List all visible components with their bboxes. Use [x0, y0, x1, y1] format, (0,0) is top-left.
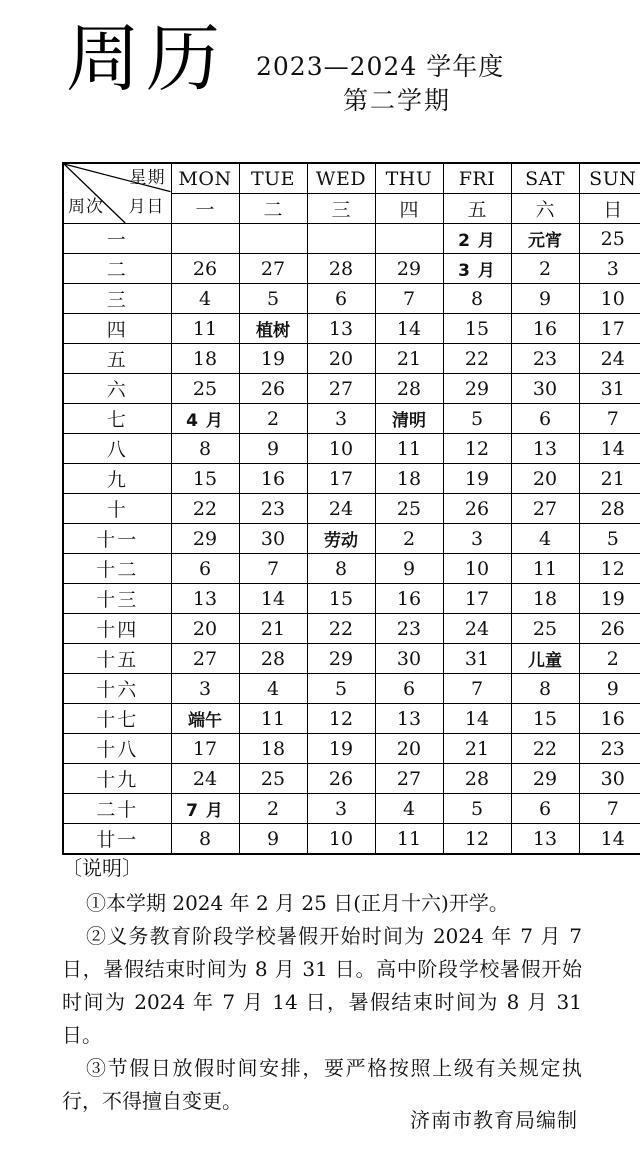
day-cell: 2 [579, 644, 640, 674]
day-cell: 7 [443, 674, 511, 704]
calendar-week-row [63, 224, 640, 254]
calendar-week-row [63, 644, 640, 674]
day-cell: 13 [511, 824, 579, 855]
calendar-week-row [63, 404, 640, 434]
calendar-week-row [63, 674, 640, 704]
holiday-cell: 植树 [239, 314, 307, 344]
calendar-week-row [63, 704, 640, 734]
column-header-fri-cn: 五 [443, 194, 511, 224]
week-number-cell: 四 [63, 314, 171, 344]
calendar-week-row [63, 434, 640, 464]
day-cell: 25 [171, 374, 239, 404]
day-cell: 13 [307, 314, 375, 344]
week-number-cell: 二十 [63, 794, 171, 824]
column-header-wed-en: WED [307, 163, 375, 194]
day-cell: 8 [171, 824, 239, 855]
day-cell: 23 [239, 494, 307, 524]
day-cell: 8 [443, 284, 511, 314]
day-cell: 6 [171, 554, 239, 584]
day-cell: 26 [307, 764, 375, 794]
corner-weekday-label: 星期 [129, 168, 166, 188]
term-label: 第二学期 [342, 86, 451, 115]
day-cell: 17 [579, 314, 640, 344]
day-cell: 29 [375, 254, 443, 284]
day-cell: 17 [171, 734, 239, 764]
calendar-head [63, 163, 640, 224]
day-cell: 30 [511, 374, 579, 404]
day-cell: 6 [375, 674, 443, 704]
day-cell: 25 [511, 614, 579, 644]
day-cell: 25 [579, 224, 640, 254]
day-cell: 28 [375, 374, 443, 404]
day-cell: 12 [443, 824, 511, 855]
day-cell: 9 [239, 434, 307, 464]
day-cell: 24 [579, 344, 640, 374]
column-header-fri-en: FRI [443, 163, 511, 194]
day-cell: 22 [171, 494, 239, 524]
month-start-cell: 3 月 [443, 254, 511, 284]
calendar-week-row [63, 584, 640, 614]
day-cell: 13 [511, 434, 579, 464]
day-cell: 14 [579, 824, 640, 855]
day-cell: 29 [307, 644, 375, 674]
calendar-week-row [63, 524, 640, 554]
day-cell: 4 [239, 674, 307, 704]
day-cell: 22 [511, 734, 579, 764]
day-cell: 25 [239, 764, 307, 794]
day-cell: 7 [579, 794, 640, 824]
day-cell: 21 [443, 734, 511, 764]
holiday-cell: 儿童 [511, 644, 579, 674]
title-subtitle-group [256, 50, 580, 118]
calendar-table [62, 162, 640, 855]
day-cell: 30 [579, 764, 640, 794]
issuer-signature: 济南市教育局编制 [410, 1108, 578, 1132]
day-cell: 9 [579, 674, 640, 704]
calendar-week-row [63, 284, 640, 314]
day-cell: 28 [239, 644, 307, 674]
day-cell: 23 [579, 734, 640, 764]
calendar-week-row [63, 254, 640, 284]
day-cell: 4 [511, 524, 579, 554]
day-cell: 5 [307, 674, 375, 704]
week-number-cell: 十 [63, 494, 171, 524]
month-start-cell: 2 月 [443, 224, 511, 254]
calendar-week-row [63, 824, 640, 855]
day-cell: 6 [511, 404, 579, 434]
day-cell: 19 [239, 344, 307, 374]
day-cell: 11 [171, 314, 239, 344]
day-cell: 25 [375, 494, 443, 524]
column-header-wed-cn: 三 [307, 194, 375, 224]
calendar-week-row [63, 344, 640, 374]
day-cell: 18 [375, 464, 443, 494]
day-cell: 21 [375, 344, 443, 374]
day-cell: 3 [307, 794, 375, 824]
day-cell: 19 [443, 464, 511, 494]
day-cell: 16 [511, 314, 579, 344]
day-cell: 29 [443, 374, 511, 404]
day-cell: 27 [511, 494, 579, 524]
calendar-week-row [63, 734, 640, 764]
day-cell: 2 [239, 794, 307, 824]
day-cell: 14 [579, 434, 640, 464]
holiday-cell: 清明 [375, 404, 443, 434]
day-cell: 21 [239, 614, 307, 644]
calendar-week-row [63, 794, 640, 824]
day-cell: 15 [443, 314, 511, 344]
day-cell: 7 [375, 284, 443, 314]
week-number-cell: 二 [63, 254, 171, 284]
week-number-cell: 十七 [63, 704, 171, 734]
column-header-thu-cn: 四 [375, 194, 443, 224]
notes-section [62, 852, 582, 1118]
day-cell: 5 [443, 404, 511, 434]
page-title: 周历 [66, 16, 226, 102]
day-cell: 24 [443, 614, 511, 644]
day-cell: 27 [307, 374, 375, 404]
empty-day-cell [171, 224, 239, 254]
day-cell: 22 [307, 614, 375, 644]
day-cell: 20 [171, 614, 239, 644]
day-cell: 26 [171, 254, 239, 284]
week-number-cell: 十八 [63, 734, 171, 764]
week-number-cell: 十二 [63, 554, 171, 584]
day-cell: 8 [171, 434, 239, 464]
week-number-cell: 十三 [63, 584, 171, 614]
day-cell: 18 [171, 344, 239, 374]
day-cell: 28 [579, 494, 640, 524]
day-cell: 10 [307, 434, 375, 464]
day-cell: 9 [239, 824, 307, 855]
empty-day-cell [307, 224, 375, 254]
column-header-sat-cn: 六 [511, 194, 579, 224]
notes-heading: 〔说明〕 [62, 856, 142, 880]
week-number-cell: 五 [63, 344, 171, 374]
day-cell: 9 [511, 284, 579, 314]
day-cell: 30 [239, 524, 307, 554]
day-cell: 3 [443, 524, 511, 554]
day-cell: 8 [307, 554, 375, 584]
day-cell: 18 [239, 734, 307, 764]
day-cell: 23 [375, 614, 443, 644]
day-cell: 5 [239, 284, 307, 314]
day-cell: 20 [375, 734, 443, 764]
day-cell: 14 [375, 314, 443, 344]
week-number-cell: 七 [63, 404, 171, 434]
empty-day-cell [375, 224, 443, 254]
day-cell: 27 [239, 254, 307, 284]
day-cell: 2 [511, 254, 579, 284]
page-header [0, 16, 640, 126]
calendar-week-row [63, 614, 640, 644]
day-cell: 11 [511, 554, 579, 584]
day-cell: 11 [239, 704, 307, 734]
calendar-container [62, 162, 637, 855]
day-cell: 26 [443, 494, 511, 524]
day-cell: 7 [239, 554, 307, 584]
week-number-cell: 九 [63, 464, 171, 494]
week-number-cell: 廿一 [63, 824, 171, 855]
column-header-mon-en: MON [171, 163, 239, 194]
day-cell: 10 [443, 554, 511, 584]
day-cell: 12 [307, 704, 375, 734]
day-cell: 17 [443, 584, 511, 614]
column-header-sun-cn: 日 [579, 194, 640, 224]
week-number-cell: 十六 [63, 674, 171, 704]
day-cell: 14 [443, 704, 511, 734]
day-cell: 2 [239, 404, 307, 434]
month-start-cell: 7 月 [171, 794, 239, 824]
calendar-week-row [63, 494, 640, 524]
day-cell: 12 [443, 434, 511, 464]
day-cell: 30 [375, 644, 443, 674]
column-header-sat-en: SAT [511, 163, 579, 194]
column-header-mon-cn: 一 [171, 194, 239, 224]
day-cell: 14 [239, 584, 307, 614]
day-cell: 11 [375, 434, 443, 464]
corner-monthday-label: 月日 [128, 197, 165, 217]
calendar-week-row [63, 464, 640, 494]
column-header-thu-en: THU [375, 163, 443, 194]
academic-year-label: 2023—2024 学年度 [256, 52, 505, 81]
week-number-cell: 十四 [63, 614, 171, 644]
calendar-week-row [63, 374, 640, 404]
day-cell: 29 [171, 524, 239, 554]
day-cell: 31 [579, 374, 640, 404]
column-header-sun-en: SUN [579, 163, 640, 194]
day-cell: 26 [579, 614, 640, 644]
holiday-cell: 元宵 [511, 224, 579, 254]
day-cell: 29 [511, 764, 579, 794]
day-cell: 5 [579, 524, 640, 554]
day-cell: 15 [307, 584, 375, 614]
calendar-week-row [63, 764, 640, 794]
note-item-1: ①本学期 2024 年 2 月 25 日(正月十六)开学。 [86, 891, 509, 915]
day-cell: 27 [375, 764, 443, 794]
week-number-cell: 三 [63, 284, 171, 314]
calendar-week-row [63, 554, 640, 584]
note-item-2: ②义务教育阶段学校暑假开始时间为 2024 年 7 月 7 日，暑假结束时间为 8 月 31 日。高中阶段学校暑假开始时间为 2024 年 7 月 14 日，暑假结束时间为 8 月 31 日。 [62, 924, 582, 1047]
header-row-en [63, 163, 640, 194]
day-cell: 16 [375, 584, 443, 614]
week-number-cell: 十一 [63, 524, 171, 554]
day-cell: 6 [511, 794, 579, 824]
holiday-cell: 劳动 [307, 524, 375, 554]
day-cell: 8 [511, 674, 579, 704]
day-cell: 9 [375, 554, 443, 584]
week-number-cell: 六 [63, 374, 171, 404]
day-cell: 15 [171, 464, 239, 494]
day-cell: 20 [511, 464, 579, 494]
day-cell: 28 [307, 254, 375, 284]
day-cell: 28 [443, 764, 511, 794]
day-cell: 5 [443, 794, 511, 824]
week-number-cell: 十五 [63, 644, 171, 674]
day-cell: 15 [511, 704, 579, 734]
corner-weeknum-label: 周次 [68, 197, 104, 217]
column-header-tue-en: TUE [239, 163, 307, 194]
day-cell: 19 [307, 734, 375, 764]
day-cell: 27 [171, 644, 239, 674]
day-cell: 4 [375, 794, 443, 824]
empty-day-cell [239, 224, 307, 254]
day-cell: 17 [307, 464, 375, 494]
day-cell: 24 [307, 494, 375, 524]
day-cell: 2 [375, 524, 443, 554]
day-cell: 18 [511, 584, 579, 614]
day-cell: 22 [443, 344, 511, 374]
day-cell: 10 [307, 824, 375, 855]
calendar-body [63, 224, 640, 855]
day-cell: 20 [307, 344, 375, 374]
note-item-3: ③节假日放假时间安排，要严格按照上级有关规定执行，不得擅自变更。 [62, 1056, 582, 1113]
day-cell: 16 [579, 704, 640, 734]
day-cell: 6 [307, 284, 375, 314]
holiday-cell: 端午 [171, 704, 239, 734]
day-cell: 7 [579, 404, 640, 434]
day-cell: 12 [579, 554, 640, 584]
week-number-cell: 八 [63, 434, 171, 464]
calendar-week-row [63, 314, 640, 344]
day-cell: 13 [375, 704, 443, 734]
week-number-cell: 一 [63, 224, 171, 254]
corner-header-cell [63, 163, 171, 224]
day-cell: 11 [375, 824, 443, 855]
day-cell: 31 [443, 644, 511, 674]
day-cell: 3 [579, 254, 640, 284]
month-start-cell: 4 月 [171, 404, 239, 434]
day-cell: 16 [239, 464, 307, 494]
week-number-cell: 十九 [63, 764, 171, 794]
day-cell: 21 [579, 464, 640, 494]
day-cell: 4 [171, 284, 239, 314]
day-cell: 19 [579, 584, 640, 614]
day-cell: 3 [307, 404, 375, 434]
column-header-tue-cn: 二 [239, 194, 307, 224]
day-cell: 24 [171, 764, 239, 794]
day-cell: 23 [511, 344, 579, 374]
day-cell: 10 [579, 284, 640, 314]
day-cell: 3 [171, 674, 239, 704]
day-cell: 26 [239, 374, 307, 404]
day-cell: 13 [171, 584, 239, 614]
